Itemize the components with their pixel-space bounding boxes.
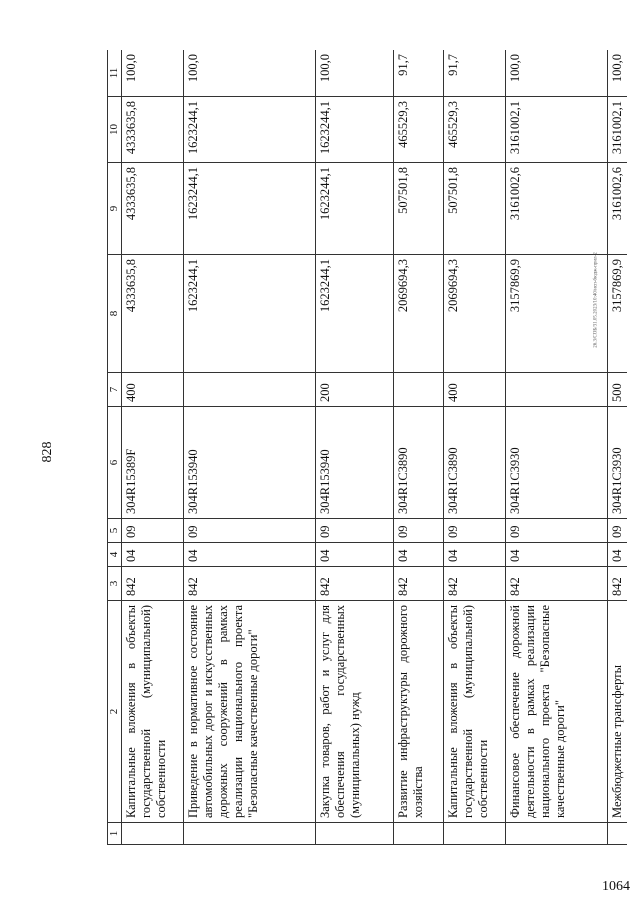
table-cell: 304R1C3890 <box>394 407 444 519</box>
table-container <box>107 50 627 845</box>
table-cell: 100,0 <box>316 50 394 97</box>
table-cell: 04 <box>506 543 608 567</box>
table-cell: 3161002,1 <box>506 97 608 163</box>
table-cell: 1623244,1 <box>184 255 316 373</box>
table-cell: 04 <box>184 543 316 567</box>
table-cell: 500 <box>608 373 627 407</box>
column-header: 10 <box>108 97 122 163</box>
table-cell <box>444 823 506 845</box>
table-cell: 09 <box>394 519 444 543</box>
table-cell: 91,7 <box>444 50 506 97</box>
table-cell: 100,0 <box>608 50 627 97</box>
table-row <box>122 50 184 845</box>
table-cell: 3157869,9 <box>608 255 627 373</box>
table-cell: 09 <box>122 519 184 543</box>
table-cell: 1623244,1 <box>184 97 316 163</box>
table-cell: 200 <box>316 373 394 407</box>
table-row <box>316 50 394 845</box>
table-cell <box>184 373 316 407</box>
table-cell: 04 <box>394 543 444 567</box>
table-cell: 400 <box>122 373 184 407</box>
table-cell: 842 <box>506 567 608 601</box>
table-cell: 100,0 <box>506 50 608 97</box>
table-cell: 4333635,8 <box>122 163 184 255</box>
column-header: 11 <box>108 50 122 97</box>
table-cell: 842 <box>394 567 444 601</box>
budget-table <box>107 50 627 845</box>
row-description: Капитальные вложения в объекты государственной (муниципальной) собственности <box>444 601 506 823</box>
row-description: Межбюджетные трансферты <box>608 601 627 823</box>
table-cell: 507501,8 <box>444 163 506 255</box>
table-cell: 304R153940 <box>316 407 394 519</box>
table-cell: 100,0 <box>122 50 184 97</box>
column-header: 4 <box>108 543 122 567</box>
table-cell: 09 <box>184 519 316 543</box>
table-cell: 3161002,6 <box>608 163 627 255</box>
table-cell: 04 <box>444 543 506 567</box>
table-cell: 465529,3 <box>444 97 506 163</box>
column-header: 6 <box>108 407 122 519</box>
table-cell: 842 <box>122 567 184 601</box>
table-cell: 1623244,1 <box>316 163 394 255</box>
table-row <box>506 50 608 845</box>
table-cell: 507501,8 <box>394 163 444 255</box>
table-cell: 1623244,1 <box>316 255 394 373</box>
column-header: 8 <box>108 255 122 373</box>
table-cell: 304R1C3890 <box>444 407 506 519</box>
table-cell: 465529,3 <box>394 97 444 163</box>
table-cell: 09 <box>316 519 394 543</box>
table-cell: 3161002,6 <box>506 163 608 255</box>
column-header: 7 <box>108 373 122 407</box>
column-header: 9 <box>108 163 122 255</box>
table-cell: 304R1C3930 <box>506 407 608 519</box>
table-cell: 04 <box>122 543 184 567</box>
table-cell: 4333635,8 <box>122 97 184 163</box>
row-description: Финансовое обеспечение дорожной деятельности в рамках реализации национального проекта "Безопасные качественные дороги" <box>506 601 608 823</box>
row-description: Приведение в нормативное состояние автомобильных дорог и искусственных дорожных сооружений в рамках реализации национального проекта "Безопасные качественные дороги" <box>184 601 316 823</box>
table-row <box>394 50 444 845</box>
table-header-row <box>108 50 122 845</box>
row-description: Закупка товаров, работ и услуг для обеспечения государственных (муниципальных) нужд <box>316 601 394 823</box>
table-cell <box>184 823 316 845</box>
document-stamp: 26.3/СОБ/31.05.2023/10:40/исп-бюдж-прил-2 <box>593 252 599 348</box>
table-cell: 304R153940 <box>184 407 316 519</box>
table-cell <box>608 823 627 845</box>
table-cell: 09 <box>444 519 506 543</box>
page-number: 828 <box>40 441 55 463</box>
table-body <box>122 50 627 845</box>
column-header: 3 <box>108 567 122 601</box>
table-cell: 91,7 <box>394 50 444 97</box>
column-header: 1 <box>108 823 122 845</box>
table-cell: 09 <box>608 519 627 543</box>
table-row <box>444 50 506 845</box>
column-header: 5 <box>108 519 122 543</box>
table-cell <box>506 373 608 407</box>
table-cell <box>394 373 444 407</box>
table-cell: 842 <box>316 567 394 601</box>
table-cell: 304R1C3930 <box>608 407 627 519</box>
row-description: Капитальные вложения в объекты государственной (муниципальной) собственности <box>122 601 184 823</box>
table-cell: 1623244,1 <box>184 163 316 255</box>
table-cell: 2069694,3 <box>444 255 506 373</box>
table-cell: 04 <box>608 543 627 567</box>
table-cell <box>316 823 394 845</box>
table-cell <box>394 823 444 845</box>
table-cell: 1623244,1 <box>316 97 394 163</box>
table-cell: 3161002,1 <box>608 97 627 163</box>
column-header: 2 <box>108 601 122 823</box>
table-cell <box>506 823 608 845</box>
table-cell: 842 <box>184 567 316 601</box>
table-cell: 3157869,9 <box>506 255 608 373</box>
table-cell: 2069694,3 <box>394 255 444 373</box>
table-cell: 842 <box>444 567 506 601</box>
table-row <box>608 50 627 845</box>
table-row <box>184 50 316 845</box>
table-cell: 400 <box>444 373 506 407</box>
row-description: Развитие инфраструктуры дорожного хозяйства <box>394 601 444 823</box>
table-cell: 100,0 <box>184 50 316 97</box>
table-cell <box>122 823 184 845</box>
table-cell: 4333635,8 <box>122 255 184 373</box>
table-cell: 09 <box>506 519 608 543</box>
table-cell: 04 <box>316 543 394 567</box>
table-cell: 842 <box>608 567 627 601</box>
footer-page-number: 1064 <box>602 879 630 894</box>
table-cell: 304R15389F <box>122 407 184 519</box>
